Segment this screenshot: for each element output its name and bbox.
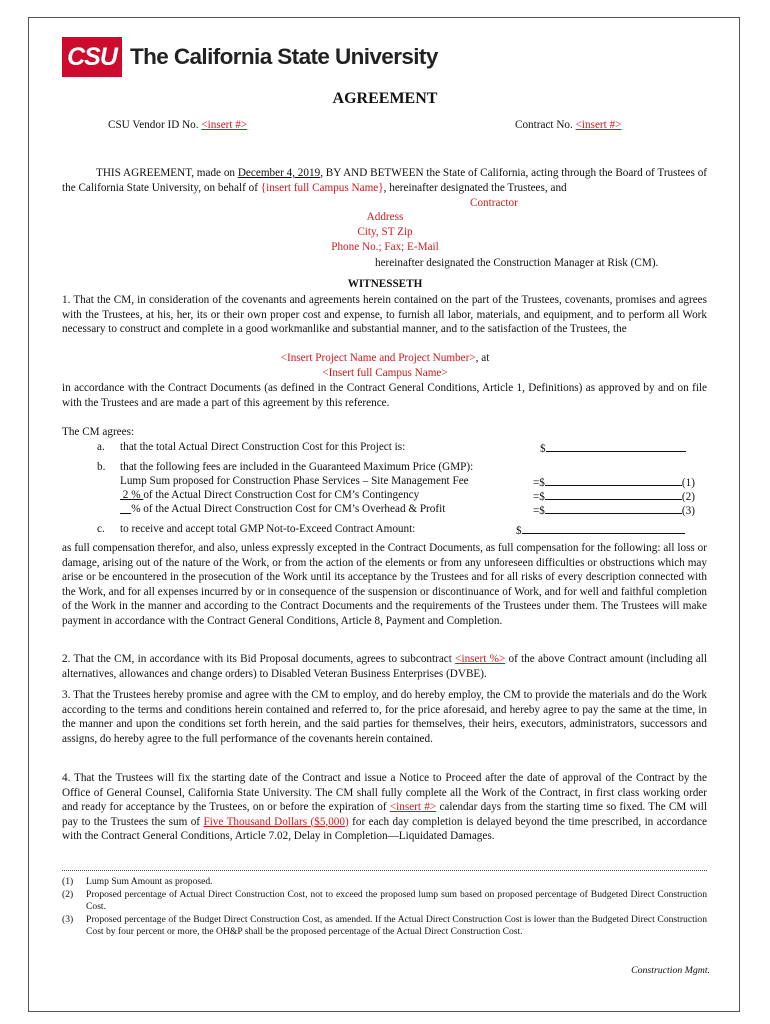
witnesseth-heading: WITNESSETH	[347, 278, 423, 290]
item-c-label: c.	[97, 523, 105, 535]
completion-days-field[interactable]: <insert #>	[389, 801, 437, 813]
page-footer: Construction Mgmt.	[631, 965, 710, 976]
note-ref-3: (3)	[681, 505, 695, 517]
contract-no	[515, 118, 621, 133]
item-a-label: a.	[97, 441, 105, 453]
compensation-paragraph: as full compensation therefor, and also, unless expressly excepted in the Contract Documents, as full compensation for the following: all loss or damage, arising out of the nature of the Work, or from the action of the elements or from any unforeseen difficulties or obstructions which may arise or be encountered in the prosecution of the Work until its acceptance by the Trustees and for all risks of every description connected with the Work, and for all expenses incurred by or in consequence of the suspension or discontinuance of Work, and for well and faithful completion of the Work in the manner and according to the Contract Documents and the requirements of the Trustees under them. The Trustees will make payment in accordance with the Contract General Conditions, Article 8, Payment and Completion.	[62, 542, 707, 627]
paragraph-4-text-3: for each day completion is delayed beyond the time prescribed, in accordance with the Contract General Conditions, Article 7.02, Delay in Completion—Liquidated Damages.	[62, 815, 708, 842]
paragraph-4-text-2: calendar days from the starting time so fixed. The CM will pay to the Trustees the sum of	[62, 801, 707, 828]
project-at: , at	[475, 352, 490, 364]
item-a-amount	[540, 440, 686, 457]
overhead-profit-field[interactable]	[545, 502, 682, 514]
paragraph-2-text-2: of the above Contract amount (including all alternatives, allowances and change orders) to Disabled Veteran Business Enterprises (DVBE).	[62, 653, 708, 680]
item-c-text: to receive and accept total GMP Not-to-Exceed Contract Amount:	[120, 523, 416, 535]
address-field[interactable]: Address	[366, 211, 404, 223]
page-title: AGREEMENT	[332, 90, 438, 107]
actual-direct-cost-field[interactable]	[546, 440, 686, 452]
contingency-pct-field[interactable]: 2 %	[120, 489, 144, 501]
paragraph-2	[62, 652, 707, 681]
intro-text-1: THIS AGREEMENT, made on	[96, 167, 236, 179]
footnote-1-num: (1)	[62, 876, 74, 887]
footnote-1-text: Lump Sum Amount as proposed.	[86, 876, 213, 887]
intro-paragraph	[62, 166, 707, 195]
paragraph-4-text-1: 4. That the Trustees will fix the starting date of the Contract and issue a Notice to Proceed after the date of approval of the Contract by the Office of General Counsel, California State University. The CM shall fully complete all the Work of the Contract, in first class working order and ready for acceptance by the Trustees, on or before the expiration of	[62, 772, 707, 813]
footnote-list	[62, 876, 707, 939]
eq-dollar: =$	[533, 505, 545, 517]
fee-line-3	[120, 502, 445, 517]
footnote-2	[62, 889, 707, 914]
eq-dollar: =$	[533, 477, 545, 489]
dollar-sign: $	[516, 525, 522, 537]
footnote-1	[62, 876, 707, 889]
contingency-field[interactable]	[545, 488, 682, 500]
item-c-amount	[516, 522, 685, 539]
footnote-2-num: (2)	[62, 888, 74, 900]
item-a-text: that the total Actual Direct Construction Cost for this Project is:	[120, 441, 406, 453]
contractor-field[interactable]: Contractor	[470, 197, 518, 209]
intro-text-3: , hereinafter designated the Trustees, and	[383, 181, 567, 194]
intro-text-2: , BY AND BETWEEN the State of California, acting through the Board of Trustees of the California State University, on behalf of	[62, 167, 708, 194]
footnote-divider	[62, 870, 707, 871]
phone-field[interactable]: Phone No.; Fax; E-Mail	[331, 241, 439, 253]
project-line	[0, 351, 770, 366]
paragraph-2-text-1: 2. That the CM, in accordance with its Bid Proposal documents, agrees to subcontract	[62, 653, 452, 665]
vendor-id	[108, 118, 247, 133]
fee-line-2	[120, 488, 419, 503]
fee-line-1: Lump Sum proposed for Construction Phase Services – Site Management Fee	[120, 475, 469, 487]
fee-3-amount	[533, 502, 695, 519]
csu-logo-mark: CSU	[62, 37, 122, 77]
contract-no-label: Contract No.	[515, 119, 573, 131]
paragraph-4	[62, 771, 707, 844]
overhead-pct-field[interactable]	[120, 503, 131, 515]
footnote-3-text: Proposed percentage of the Budget Direct Construction Cost, as amended. If the Actual Direct Construction Cost is lower than the Budgeted Direct Construction Cost by four percent or more, the OH&P shall be the proposed percentage of the Actual Direct Construction Cost.	[86, 913, 707, 937]
dollar-sign: $	[540, 443, 546, 455]
vendor-id-label: CSU Vendor ID No.	[108, 119, 199, 131]
project-campus-field[interactable]: <Insert full Campus Name>	[322, 367, 448, 379]
project-name-field[interactable]: <Insert Project Name and Project Number>	[280, 352, 476, 364]
campus-name-field[interactable]: {insert full Campus Name}	[260, 181, 384, 194]
university-name: The California State University	[130, 44, 438, 69]
cm-agrees-heading: The CM agrees:	[62, 426, 135, 438]
paragraph-1: 1. That the CM, in consideration of the covenants and agreements herein contained on the part of the Trustees, covenants, promises and agrees with the Trustees, at his, her, its or their own proper cost and expense, to furnish all labor, materials, and equipment, and to perform all Work necessary to construct and complete in a good workmanlike and substantial manner, and to the satisfaction of the Trustees, the	[62, 294, 707, 335]
fee-line-2-text: of the Actual Direct Construction Cost for CM’s Contingency	[143, 489, 420, 501]
paragraph-3: 3. That the Trustees hereby promise and agree with the CM to employ, and do hereby employ, the CM to provide the materials and do the Work according to the terms and conditions herein contained and referred to, for the price aforesaid, and hereby agree to pay the same at the time, in the manner and upon the conditions set forth herein, and the said parties for themselves, their heirs, executors, administrators, successors and assigns, do hereby agree to the full performance of the covenants herein contained.	[62, 689, 707, 745]
footnote-3	[62, 914, 707, 939]
gmp-amount-field[interactable]	[522, 522, 685, 534]
note-ref-1: (1)	[681, 477, 695, 489]
cm-designation: hereinafter designated the Construction Manager at Risk (CM).	[375, 257, 659, 269]
paragraph-1-continued: in accordance with the Contract Documents (as defined in the Contract General Conditions, Article 1, Definitions) as approved by and on file with the Trustees and are made a part of this agreement by this reference.	[62, 382, 707, 409]
vendor-id-field[interactable]: <insert #>	[201, 119, 248, 131]
eq-dollar: =$	[533, 491, 545, 503]
footnote-3-num: (3)	[62, 913, 74, 925]
liquidated-damages-field[interactable]: Five Thousand Dollars ($5,000)	[203, 815, 349, 828]
city-field[interactable]: City, ST Zip	[357, 226, 413, 238]
fee-line-3-text: % of the Actual Direct Construction Cost for CM’s Overhead & Profit	[131, 503, 446, 515]
note-ref-2: (2)	[681, 491, 695, 503]
csu-logo	[62, 37, 438, 77]
contract-no-field[interactable]: <insert #>	[575, 119, 622, 131]
footnote-2-text: Proposed percentage of Actual Direct Construction Cost, not to exceed the proposed lump sum based on proposed percentage of Budgeted Direct Construction Cost.	[86, 888, 707, 912]
agreement-date[interactable]: December 4, 2019	[237, 167, 321, 179]
site-management-fee-field[interactable]	[545, 474, 682, 486]
item-b-label: b.	[97, 461, 106, 473]
item-b-text: that the following fees are included in the Guaranteed Maximum Price (GMP):	[120, 461, 474, 473]
dvbe-pct-field[interactable]: <insert %>	[455, 653, 506, 665]
